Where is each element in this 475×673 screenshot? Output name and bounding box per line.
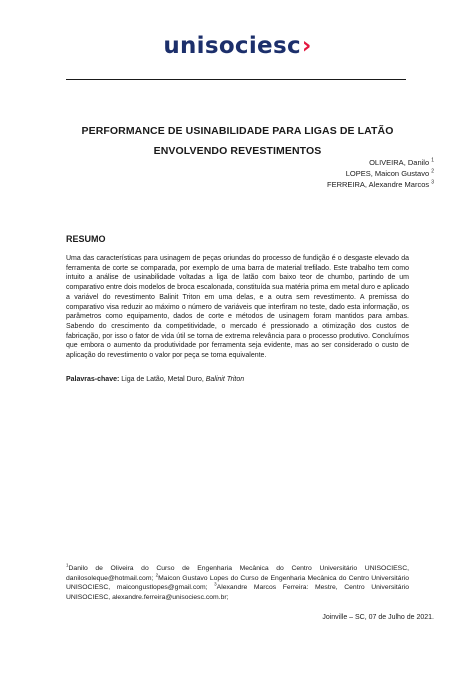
footnote-1: Danilo de Oliveira do Curso de Engenharia Mecânica do Centro Universitário UNISOCIESC, danilosoleque@hotmail.com;: [66, 565, 409, 582]
place-and-date: Joinville – SC, 07 de Julho de 2021.: [322, 614, 434, 621]
keywords-label: Palavras-chave:: [66, 376, 120, 383]
logo-chevron-icon: ›: [301, 33, 312, 59]
footnote-ref-3: 3: [214, 582, 217, 588]
unisociesc-logo: [0, 33, 475, 59]
keywords-line: [66, 375, 244, 385]
title-line-1: PERFORMANCE DE USINABILIDADE PARA LIGAS DE LATÃO: [81, 125, 394, 137]
footnote-3: Alexandre Marcos Ferreira: Mestre, Centro Universitário UNISOCIESC, alexandre.ferreira@unisociesc.com.br;: [66, 584, 410, 602]
author-2: LOPES, Maicon Gustavo $^2$: [345, 168, 434, 178]
keywords-italic: Balinit Triton: [205, 376, 245, 383]
author-3: FERREIRA, Alexandre Marcos $^3$: [327, 179, 434, 189]
title-line-2: ENVOLVENDO REVESTIMENTOS: [153, 145, 322, 157]
footnote-2: Maicon Gustavo Lopes do Curso de Engenharia Mecânica do Centro Universitário UNISOCIESC, maicongustlopes@gmail.com;: [66, 574, 410, 592]
header-divider: [66, 79, 406, 80]
author-list: [327, 157, 434, 190]
abstract-heading: RESUMO: [66, 234, 106, 244]
footnote-ref-1: 1: [66, 562, 69, 568]
author-1: OLIVEIRA, Danilo $^1$: [369, 157, 434, 167]
logo-text: unisociesc: [163, 33, 301, 59]
abstract-text: Uma das características para usinagem de peças oriundas do processo de fundição é o desgaste elevado da ferramenta de corte se comparada, por exemplo de uma barra de material trefilado. Este trabalho tem como intuito a análise de usinabilidade voltadas a liga de latão com baixo teor de chumbo, partindo de um comparativo entre dois modelos de broca escalonada, constituída sua matéria prima em metal duro e aplicado a variável do revestimento Balinit Triton em uma delas, e a outra sem revestimento. A premissa do comparativo visa reduzir ao máximo o número de variáveis que interfiram no teste, dado esta informação, os parâmetros como equipamento, dados de corte e métodos de usinagem foram mantidos para ambas. Sabendo do crescimento da competitividade, o mercado é pressionado a otimização dos custos de fabricação, por isso o fator de vida útil se torna de extrema relevância para o processo produtivo. Concluímos que embora o aumento da produtividade por ferramenta seja evidente, mas ao ser considerado o custo de aplicação do revestimento o valor por peça se torna equivalente.: [66, 255, 409, 360]
footnote-ref-2: 2: [155, 572, 159, 578]
footnotes: [66, 564, 409, 603]
keywords-plain: Liga de Latão, Metal Duro,: [121, 376, 204, 383]
paper-title: [60, 121, 415, 161]
